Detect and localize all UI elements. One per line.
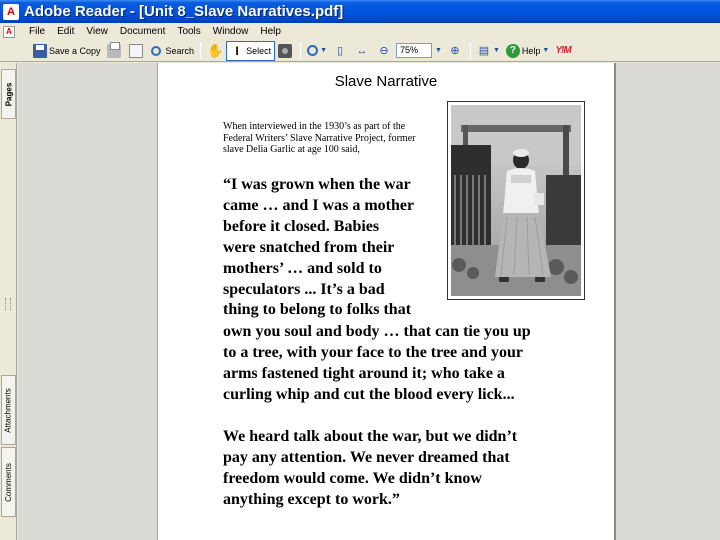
hand-tool-button[interactable] [204, 41, 226, 61]
menu-tools[interactable]: Tools [177, 26, 201, 37]
pages-icon: ▤ [478, 44, 490, 57]
pages-button[interactable] [474, 41, 503, 61]
menu-view[interactable]: View [86, 26, 108, 37]
tab-comments-label: Comments [4, 462, 13, 502]
zoom-in-button[interactable] [304, 41, 330, 61]
quote-line: thing to belong to folks that [223, 301, 412, 319]
quote-line: anything except to work.” [223, 490, 400, 508]
chevron-down-icon: ▼ [320, 46, 328, 54]
quote-line: came … and I was a mother [223, 196, 415, 214]
snapshot-button[interactable] [275, 41, 297, 61]
intro-line: Federal Writers’ Slave Narrative Project, former [223, 132, 416, 144]
snapshot-icon [278, 44, 292, 58]
quote-paragraph-continued [223, 322, 583, 406]
save-copy-label: Save a Copy [49, 45, 101, 56]
navigation-panel [0, 63, 17, 540]
fit-page-button[interactable] [330, 41, 352, 61]
menu-window[interactable]: Window [212, 26, 249, 37]
help-icon: ? [506, 44, 520, 58]
quote-paragraph [223, 175, 438, 321]
zoom-in-icon [307, 45, 318, 56]
zoom-level-input[interactable]: 75% [396, 43, 432, 58]
quote-line: speculators ... It’s a bad [223, 280, 385, 298]
quote-line: before it closed. Babies [223, 217, 380, 235]
page-heading: Slave Narrative [334, 73, 438, 90]
portrait-photo-image [451, 105, 581, 296]
intro-line: When interviewed in the 1930’s as part of the [223, 121, 406, 132]
quote-line: curling whip and cut the blood every lick... [223, 385, 515, 403]
quote-line: to a tree, with your face to the tree and your [223, 343, 523, 361]
zoom-in-plus-icon: ⊕ [450, 44, 460, 57]
save-icon [33, 44, 47, 58]
zoom-out-icon: ⊖ [379, 44, 389, 57]
window-title: Adobe Reader - [Unit 8_Slave Narratives.pdf] [24, 3, 344, 20]
hand-icon: ✋ [207, 42, 224, 58]
toolbar [0, 40, 720, 62]
adobe-reader-icon[interactable]: A [3, 4, 19, 20]
toolbar-separator [470, 43, 471, 59]
yahoo-button[interactable] [552, 41, 573, 61]
portrait-photo [447, 101, 585, 300]
menu-file[interactable]: File [29, 26, 46, 37]
quote-line: pay any attention. We never dreamed that [223, 448, 510, 466]
chevron-down-icon: ▼ [492, 46, 500, 54]
select-tool-button[interactable] [226, 41, 275, 61]
toolbar-separator [300, 43, 301, 59]
quote-line: own you soul and body … that can tie you up [223, 323, 531, 340]
panel-resize-handle[interactable] [5, 298, 11, 310]
print-icon [107, 44, 121, 58]
chevron-down-icon: ▼ [542, 46, 550, 54]
select-text-icon: I [235, 43, 239, 58]
pdf-page[interactable] [157, 63, 616, 540]
fit-width-button[interactable] [352, 41, 374, 61]
chevron-down-icon: ▼ [435, 46, 442, 54]
search-button[interactable] [148, 41, 198, 61]
print-button[interactable] [104, 41, 126, 61]
quote-line: freedom would come. We didn’t know [223, 469, 482, 487]
save-copy-button[interactable] [30, 41, 104, 61]
toolbar-separator [200, 43, 201, 59]
quote-line: were snatched from their [223, 238, 395, 256]
quote-line: “I was grown when the war [223, 176, 411, 193]
email-button[interactable] [126, 41, 148, 61]
document-viewport[interactable] [18, 63, 720, 540]
tab-attachments[interactable] [1, 375, 16, 445]
zoom-out-button[interactable] [374, 41, 396, 61]
quote-line: mothers’ … and sold to [223, 259, 382, 277]
menu-document[interactable]: Document [119, 26, 166, 37]
help-label: Help [521, 45, 541, 56]
fit-page-icon: ▯ [336, 44, 344, 57]
tab-attachments-label: Attachments [4, 387, 13, 433]
quote-line: We heard talk about the war, but we didn’t [223, 428, 518, 445]
menu-help[interactable]: Help [260, 26, 281, 37]
fit-width-icon: ↔ [356, 44, 368, 57]
tab-pages[interactable] [1, 69, 16, 119]
menu-bar [0, 23, 720, 40]
help-button[interactable] [503, 41, 552, 61]
intro-line: slave Delia Garlic at age 100 said, [223, 144, 360, 155]
document-menu-icon[interactable]: A [3, 26, 15, 38]
search-label: Search [165, 45, 195, 56]
zoom-dropdown-button[interactable] [432, 41, 445, 61]
zoom-in-plus-button[interactable] [445, 41, 467, 61]
quote-paragraph-second [223, 427, 583, 511]
quote-line: arms fastened tight around it; who take a [223, 364, 505, 382]
menu-edit[interactable]: Edit [57, 26, 75, 37]
title-bar[interactable] [0, 0, 720, 23]
email-icon [129, 44, 143, 58]
yahoo-icon: Y!M [555, 45, 571, 56]
tab-pages-label: Pages [4, 82, 14, 106]
search-icon [151, 46, 161, 56]
tab-comments[interactable] [1, 447, 16, 517]
select-label: Select [246, 45, 272, 56]
intro-text [223, 121, 433, 156]
